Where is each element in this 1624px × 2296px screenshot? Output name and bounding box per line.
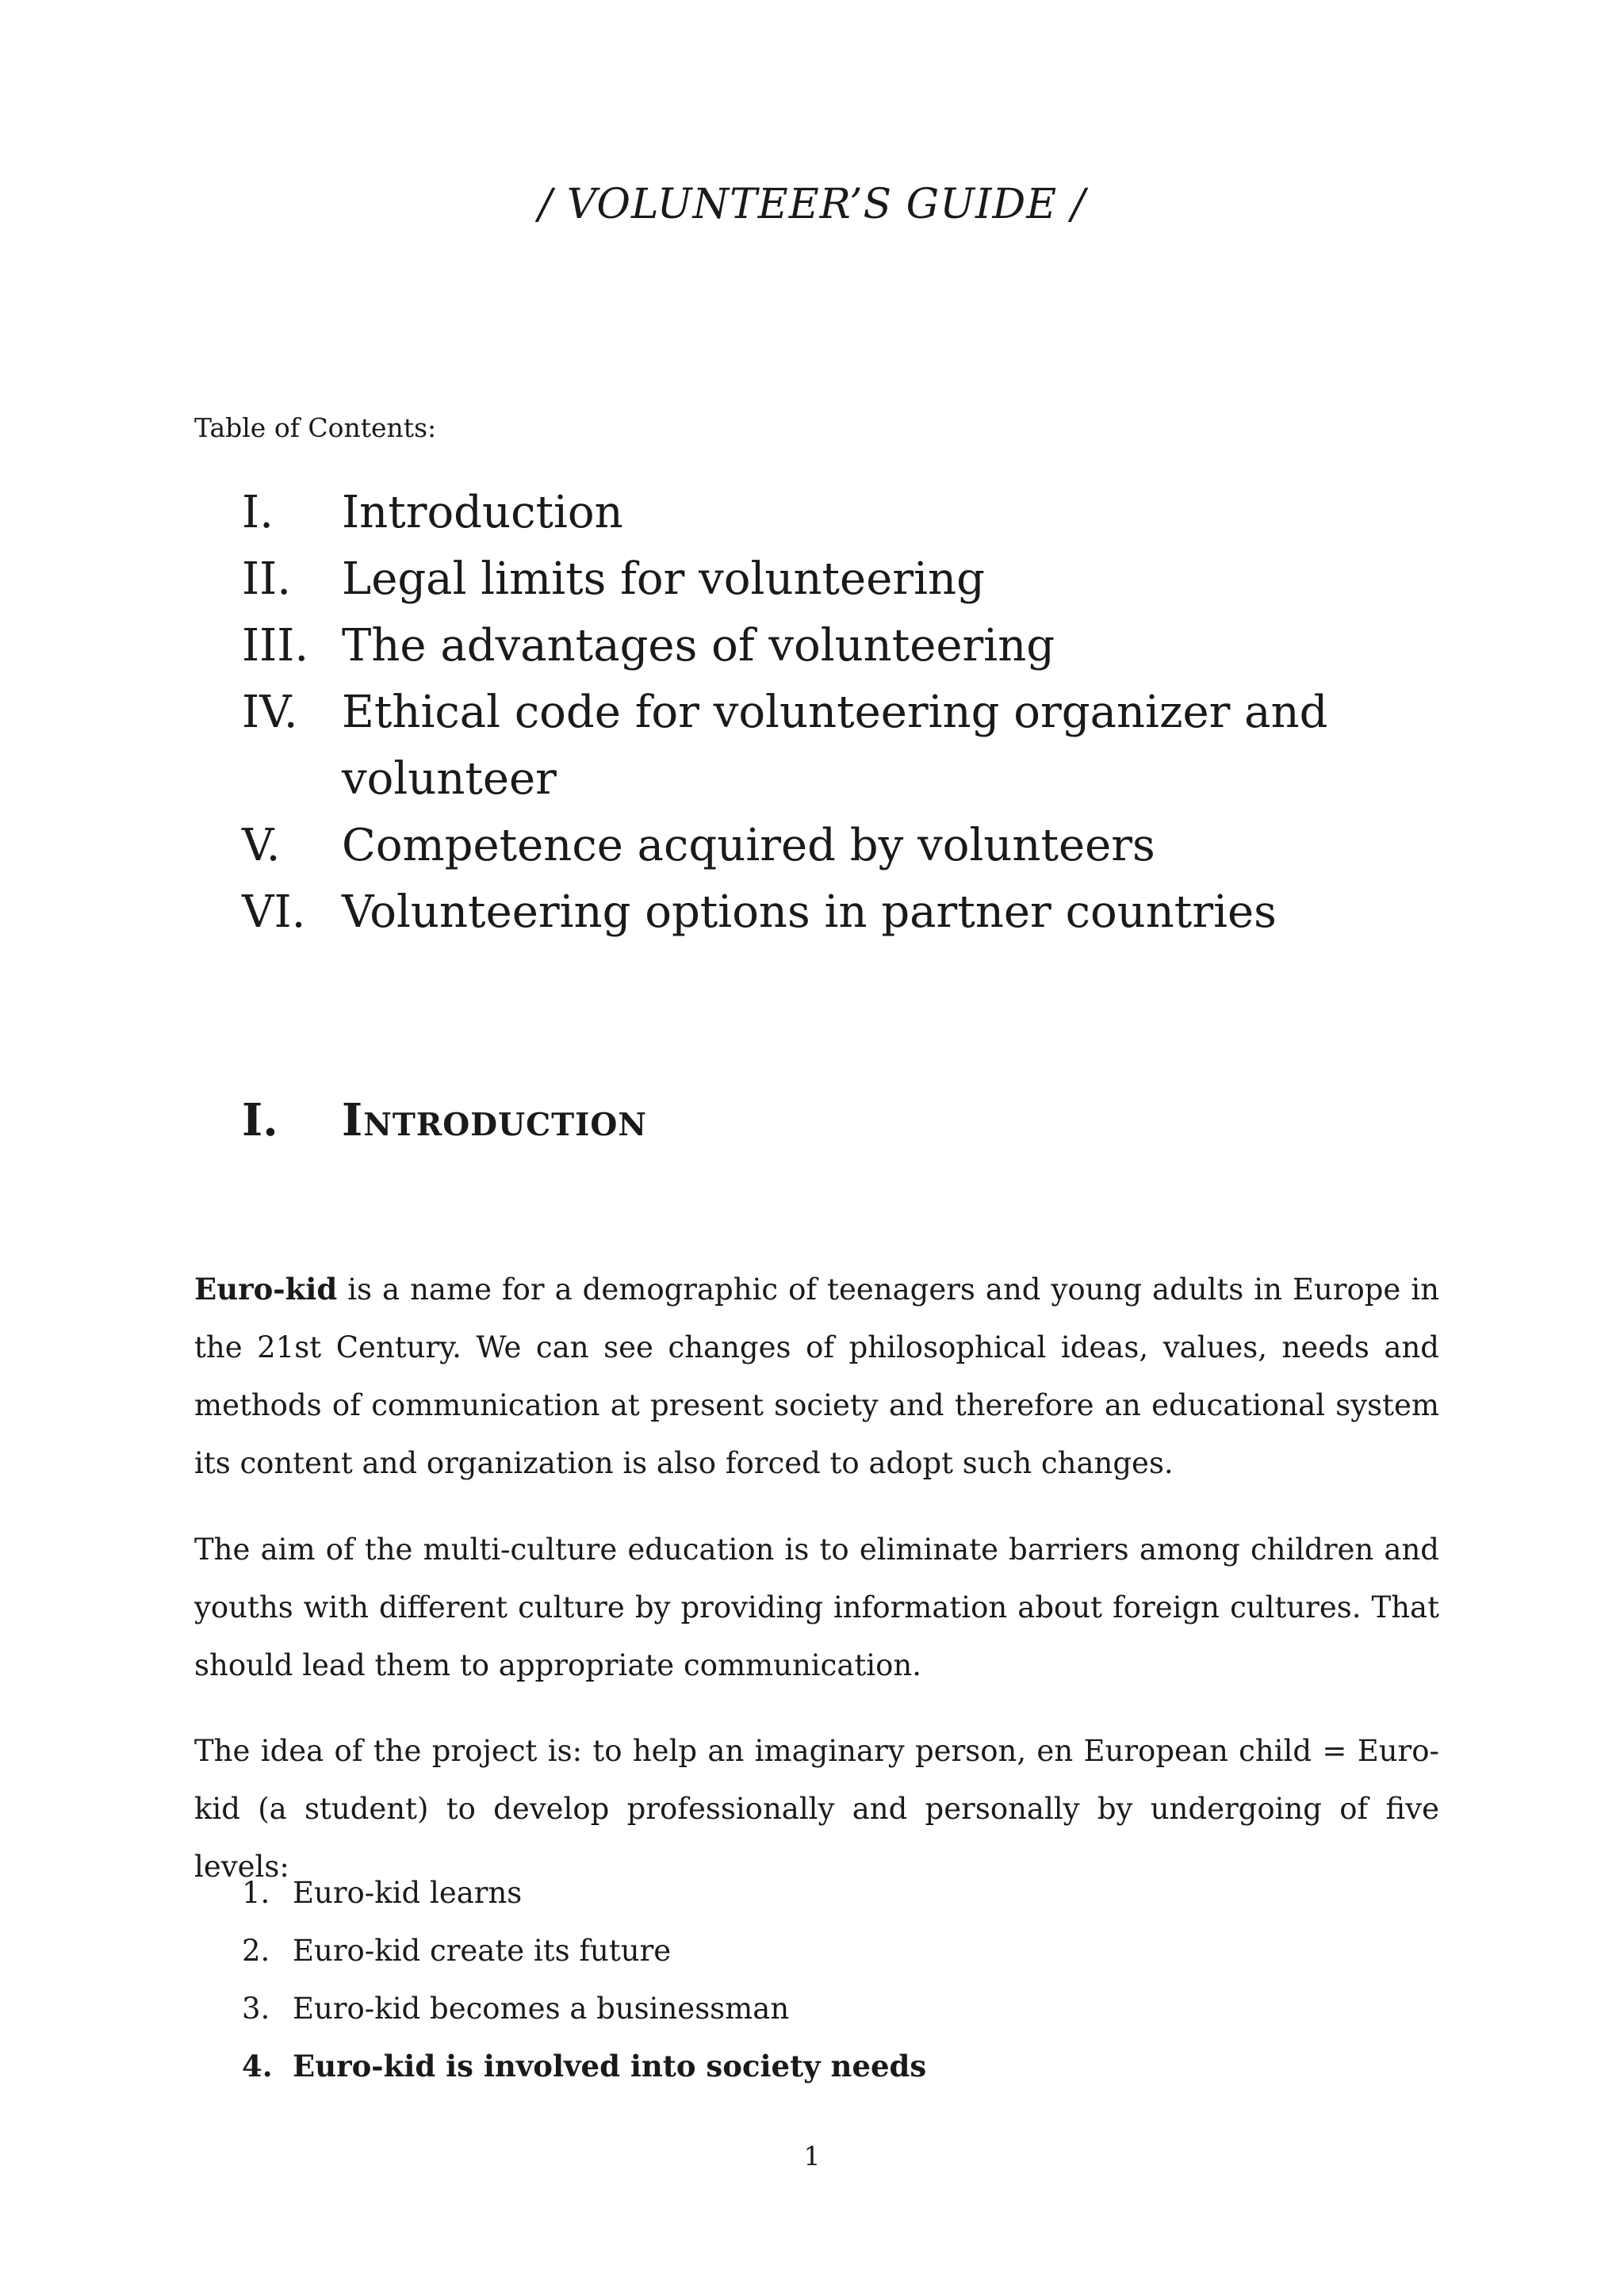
toc-item-text: Ethical code for volunteering organizer and volunteer <box>342 687 1328 805</box>
section-number: I. <box>242 1094 278 1146</box>
list-item-text: Euro-kid learns <box>293 1876 523 1910</box>
paragraph-1-text: is a name for a demographic of teenagers and young adults in Europe in the 21st Century. We can see changes of philosophical ideas, values, needs and methods of communication at present society and therefore an educational system its content and organization is also forced to adopt such changes. <box>194 1272 1439 1480</box>
page-number: 1 <box>803 2141 821 2172</box>
list-item-number: 2. <box>242 1934 270 1968</box>
toc-item-text: Legal limits for volunteering <box>342 553 985 605</box>
list-item <box>242 1922 1352 1980</box>
paragraph-2: The aim of the multi-culture education is to eliminate barriers among children and youths with different culture by providing information about foreign cultures. That should lead them to appropriate communication. <box>194 1533 1439 1682</box>
section-heading <box>242 1094 647 1146</box>
paragraph-3: The idea of the project is: to help an imaginary person, en European child = Euro-kid (a student) to develop professionally and personally by undergoing of five levels: <box>194 1734 1439 1884</box>
section-title: Introduction <box>342 1094 648 1146</box>
toc-item <box>242 480 1392 546</box>
levels-list <box>242 1864 1352 2095</box>
list-item-text: Euro-kid create its future <box>293 1934 672 1968</box>
list-item-text: Euro-kid is involved into society needs <box>293 2049 927 2084</box>
list-item-number: 1. <box>242 1876 270 1910</box>
document-title: / VOLUNTEER’S GUIDE / <box>538 181 1086 228</box>
toc-item-number: V. <box>242 820 281 871</box>
toc-item-number: I. <box>242 487 274 538</box>
toc-item-number: III. <box>242 620 309 672</box>
toc-label: Table of Contents: <box>194 412 437 443</box>
toc-item <box>242 813 1392 879</box>
toc-item-text: Introduction <box>342 487 623 538</box>
toc-item-text: The advantages of volunteering <box>342 620 1055 672</box>
toc-item <box>242 679 1392 813</box>
toc-item-text: Competence acquired by volunteers <box>342 820 1155 871</box>
toc-item <box>242 613 1392 679</box>
paragraph-lead-term: Euro-kid <box>194 1272 338 1307</box>
toc-item-text: Volunteering options in partner countries <box>342 886 1277 938</box>
toc-item <box>242 879 1392 946</box>
list-item-text: Euro-kid becomes a businessman <box>293 1992 790 2026</box>
paragraph-1 <box>194 1261 1439 1492</box>
list-item-number: 3. <box>242 1992 270 2026</box>
list-item <box>242 1980 1352 2038</box>
list-item <box>242 2038 1352 2095</box>
toc-item-number: II. <box>242 553 292 605</box>
list-item-number: 4. <box>242 2049 273 2084</box>
toc-item <box>242 546 1392 613</box>
list-item <box>242 1864 1352 1922</box>
toc-item-number: VI. <box>242 886 306 938</box>
table-of-contents <box>242 480 1392 946</box>
toc-item-number: IV. <box>242 687 298 738</box>
